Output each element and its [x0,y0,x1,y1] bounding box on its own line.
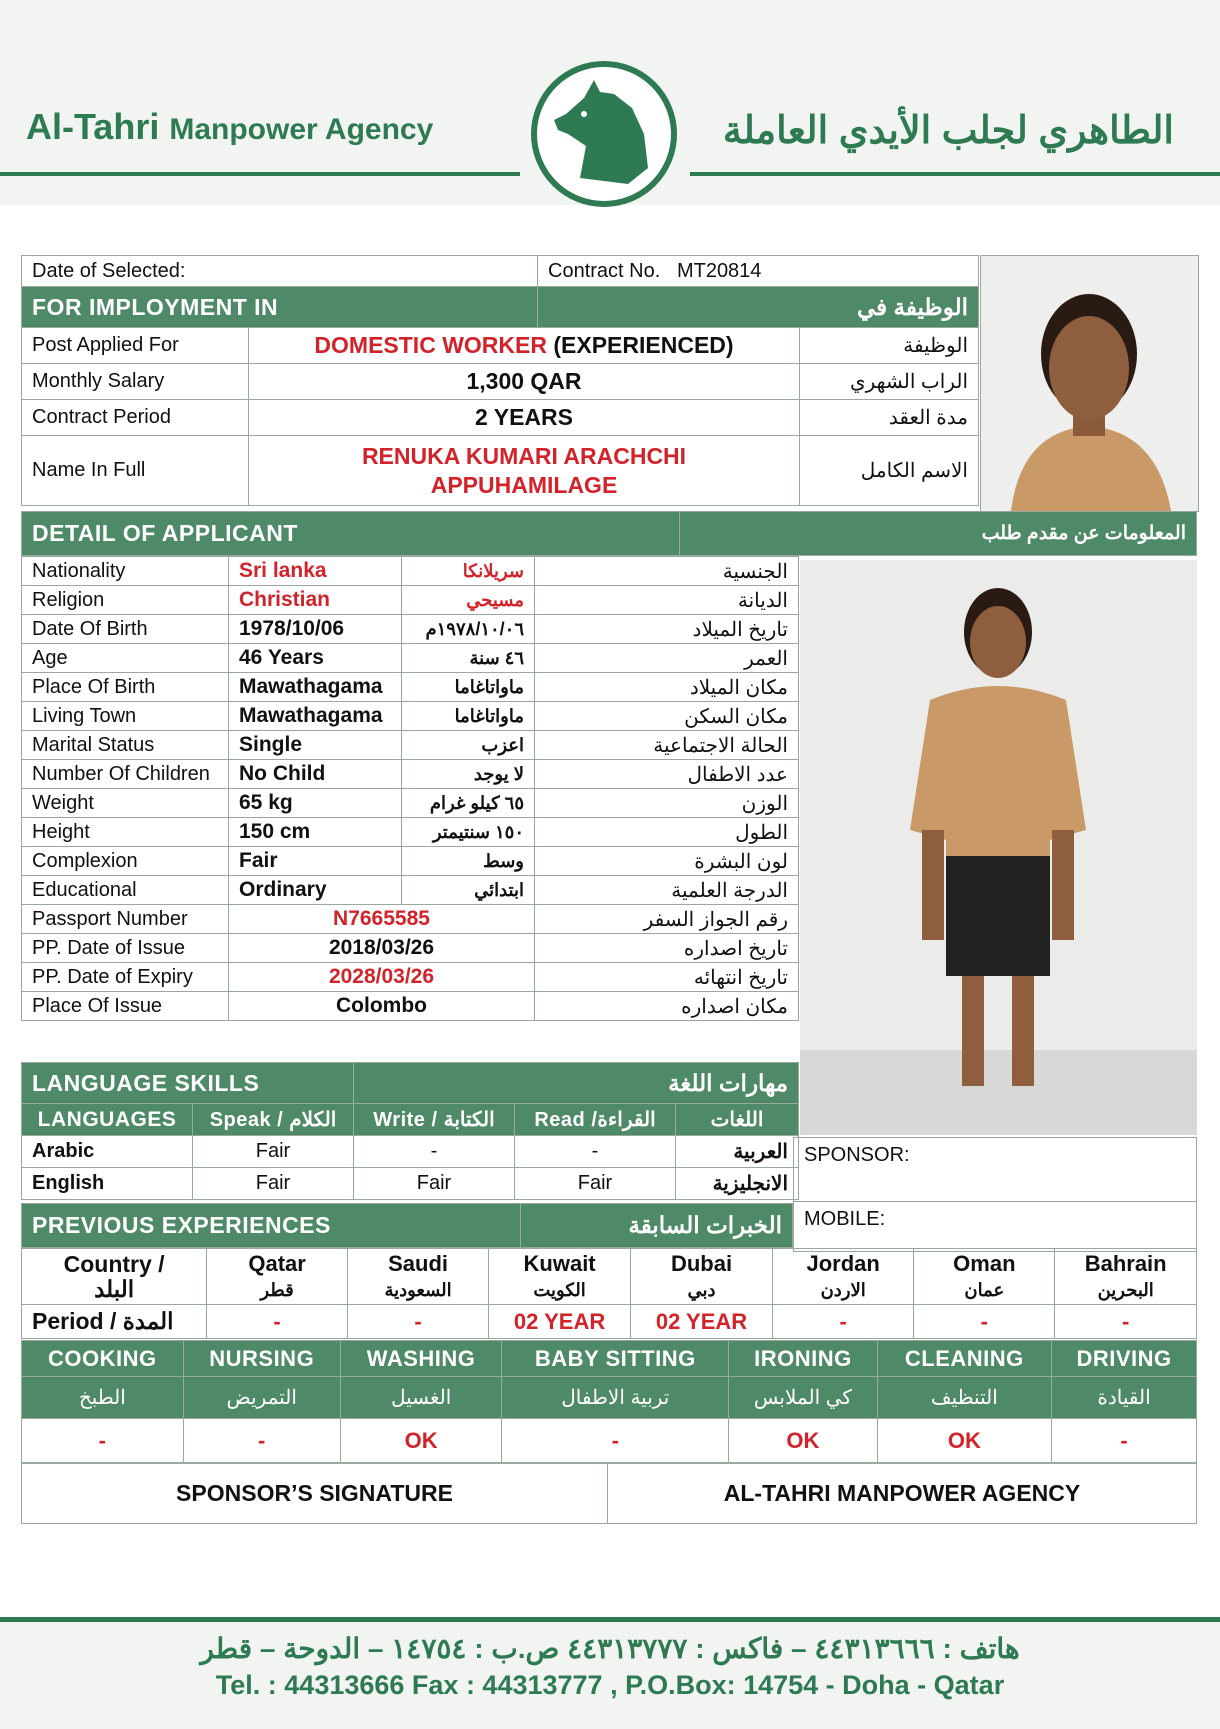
skill-value: - [502,1419,729,1463]
period-label: Period / المدة [22,1305,207,1339]
applicant-field-label-ar: الجنسية [535,557,799,586]
applicant-row [22,586,799,615]
lang-arabic-write: - [354,1136,515,1168]
applicant-row [22,615,799,644]
applicant-field-label-ar: الطول [535,818,799,847]
applicant-field-label-ar: تاريخ الميلاد [535,615,799,644]
lang-arabic-read: - [515,1136,676,1168]
skill-label-ar: الغسيل [340,1377,502,1419]
passport-field-value: Colombo [229,992,535,1021]
applicant-row [22,789,799,818]
applicant-field-label-ar: العمر [535,644,799,673]
applicant-field-label-ar: لون البشرة [535,847,799,876]
language-title-ar: مهارات اللغة [354,1063,799,1104]
country-cell: Kuwait الكويت [489,1249,631,1305]
skill-label-ar: القيادة [1052,1377,1197,1419]
applicant-field-label-ar: مكان الميلاد [535,673,799,702]
applicant-field-value: Sri lanka [229,557,402,586]
applicant-header [21,511,1197,556]
applicant-field-label: Marital Status [22,731,229,760]
applicant-field-label-ar: الوزن [535,789,799,818]
lang-english-ar: الانجليزية [676,1168,799,1200]
lang-header-ar: اللغات [676,1104,799,1136]
employment-title-en: FOR IMPLOYMENT IN [22,287,538,328]
salary-label-ar: الراب الشهري [800,364,979,400]
applicant-field-label: Complexion [22,847,229,876]
skills-table [21,1340,1197,1463]
full-name-value: RENUKA KUMARI ARACHCHI APPUHAMILAGE [249,436,800,506]
mobile-label: MOBILE: [794,1202,1197,1252]
passport-field-label-ar: مكان اصداره [535,992,799,1021]
employment-table [21,255,979,328]
applicant-field-value-ar: اعزب [402,731,535,760]
applicant-field-value-ar: ١٥٠ سنتيمتر [402,818,535,847]
country-cell: Bahrain البحرين [1055,1249,1197,1305]
country-period: - [914,1305,1055,1339]
applicant-row [22,847,799,876]
applicant-field-label: Height [22,818,229,847]
lang-header-read: Read /القراءة [515,1104,676,1136]
country-cell: Dubai دبي [631,1249,773,1305]
contract-period-label: Contract Period [22,400,249,436]
applicant-field-value: 150 cm [229,818,402,847]
passport-field-label: PP. Date of Expiry [22,963,229,992]
passport-field-label-ar: رقم الجواز السفر [535,905,799,934]
language-table [21,1062,799,1200]
applicant-field-label-ar: الدرجة العلمية [535,876,799,905]
lang-english-speak: Fair [193,1168,354,1200]
skill-label: IRONING [729,1341,877,1377]
lang-english-write: Fair [354,1168,515,1200]
sponsor-signature: SPONSOR’S SIGNATURE [22,1464,608,1524]
applicant-field-value: No Child [229,760,402,789]
applicant-field-label-ar: الديانة [535,586,799,615]
applicant-field-label: Religion [22,586,229,615]
skill-label: WASHING [340,1341,502,1377]
skill-value: - [1052,1419,1197,1463]
passport-row [22,992,799,1021]
skill-value: - [22,1419,184,1463]
applicant-field-value: 46 Years [229,644,402,673]
agency-signature: AL-TAHRI MANPOWER AGENCY [608,1464,1197,1524]
passport-field-label: Passport Number [22,905,229,934]
applicant-field-value: 1978/10/06 [229,615,402,644]
skill-label-ar: التنظيف [877,1377,1051,1419]
full-name-label-ar: الاسم الكامل [800,436,979,506]
horse-logo-icon [528,58,680,210]
skill-value: OK [340,1419,502,1463]
footer-line [0,1617,1220,1622]
country-period: - [207,1305,348,1339]
skill-label: COOKING [22,1341,184,1377]
country-cell: Saudi السعودية [347,1249,488,1305]
brand-name-en: Al-Tahri Manpower Agency [26,106,434,147]
applicant-row [22,644,799,673]
country-period: - [773,1305,914,1339]
applicant-field-label: Weight [22,789,229,818]
applicant-row [22,731,799,760]
applicant-field-value-ar: ٤٦ سنة [402,644,535,673]
contract-cell: Contract No. MT20814 [538,256,979,287]
skill-label: BABY SITTING [502,1341,729,1377]
passport-field-value: 2028/03/26 [229,963,535,992]
applicant-field-value: 65 kg [229,789,402,818]
applicant-field-label: Educational [22,876,229,905]
skill-label-ar: كي الملابس [729,1377,877,1419]
lang-header-write: Write / الكتابة [354,1104,515,1136]
applicant-field-label: Place Of Birth [22,673,229,702]
country-period: 02 YEAR [631,1305,773,1339]
applicant-field-value: Christian [229,586,402,615]
country-cell: Oman عمان [914,1249,1055,1305]
full-body-photo [800,560,1197,1135]
passport-field-label-ar: تاريخ اصداره [535,934,799,963]
skill-label: DRIVING [1052,1341,1197,1377]
header-line-right [690,172,1220,176]
post-label: Post Applied For [22,328,249,364]
applicant-field-label-ar: مكان السكن [535,702,799,731]
country-label: Country / البلد [22,1249,207,1305]
country-period: - [1055,1305,1197,1339]
applicant-field-value: Mawathagama [229,702,402,731]
sponsor-label: SPONSOR: [794,1138,1197,1202]
passport-field-value: 2018/03/26 [229,934,535,963]
country-cell: Qatar قطر [207,1249,348,1305]
passport-field-label-ar: تاريخ انتهائه [535,963,799,992]
applicant-field-value-ar: مسيحي [402,586,535,615]
applicant-field-label: Date Of Birth [22,615,229,644]
passport-field-value: N7665585 [229,905,535,934]
applicant-field-value: Ordinary [229,876,402,905]
skill-value: OK [729,1419,877,1463]
applicant-row [22,760,799,789]
full-name-label: Name In Full [22,436,249,506]
applicant-field-label: Number Of Children [22,760,229,789]
applicant-field-value-ar: ٦٥ كيلو غرام [402,789,535,818]
skill-label-ar: التمريض [183,1377,340,1419]
experience-title-en: PREVIOUS EXPERIENCES [22,1204,521,1248]
applicant-field-value: Single [229,731,402,760]
brand-name-ar: الطاهري لجلب الأيدي العاملة [722,110,1174,152]
applicant-field-value-ar: ماواتاغاما [402,702,535,731]
applicant-field-label-ar: الحالة الاجتماعية [535,731,799,760]
post-value: DOMESTIC WORKER (EXPERIENCED) [249,328,800,364]
applicant-field-label: Living Town [22,702,229,731]
salary-value: 1,300 QAR [249,364,800,400]
passport-photo [980,255,1199,512]
skill-label-ar: تربية الاطفال [502,1377,729,1419]
passport-row [22,905,799,934]
employment-title-ar: الوظيفة في [538,287,979,328]
applicant-title-ar: المعلومات عن مقدم طلب [680,512,1197,556]
applicant-field-label-ar: عدد الاطفال [535,760,799,789]
lang-header-languages: LANGUAGES [22,1104,193,1136]
skill-value: OK [877,1419,1051,1463]
applicant-row [22,876,799,905]
applicant-row [22,673,799,702]
lang-english: English [22,1168,193,1200]
applicant-details [21,556,799,1021]
experience-title-ar: الخبرات السابقة [520,1204,792,1248]
post-label-ar: الوظيفة [800,328,979,364]
applicant-field-value-ar: ماواتاغاما [402,673,535,702]
applicant-field-value: Mawathagama [229,673,402,702]
skill-label: CLEANING [877,1341,1051,1377]
applicant-field-value-ar: ١٩٧٨/١٠/٠٦م [402,615,535,644]
lang-header-speak: Speak / الكلام [193,1104,354,1136]
applicant-row [22,818,799,847]
applicant-field-value-ar: وسط [402,847,535,876]
applicant-field-value: Fair [229,847,402,876]
passport-field-label: PP. Date of Issue [22,934,229,963]
contract-period-value: 2 YEARS [249,400,800,436]
applicant-row [22,557,799,586]
footer-contact-ar: هاتف : ٤٤٣١٣٦٦٦ – فاكس : ٤٤٣١٣٧٧٧ ص.ب : ١٤٧٥٤ – الدوحة – قطر [200,1633,1020,1664]
applicant-row [22,702,799,731]
date-selected-label: Date of Selected: [22,256,538,287]
passport-field-label: Place Of Issue [22,992,229,1021]
footer-contact-en: Tel. : 44313666 Fax : 44313777 , P.O.Box: 14754 - Doha - Qatar [215,1670,1005,1700]
signature-table [21,1463,1197,1524]
experience-table [21,1248,1197,1339]
country-period: 02 YEAR [489,1305,631,1339]
header-line-left [0,172,520,176]
applicant-field-value-ar: ابتدائي [402,876,535,905]
skill-label: NURSING [183,1341,340,1377]
lang-arabic-speak: Fair [193,1136,354,1168]
passport-row [22,934,799,963]
lang-english-read: Fair [515,1168,676,1200]
lang-arabic-ar: العربية [676,1136,799,1168]
applicant-field-label: Age [22,644,229,673]
applicant-field-label: Nationality [22,557,229,586]
country-period: - [347,1305,488,1339]
applicant-title-en: DETAIL OF APPLICANT [22,512,680,556]
salary-label: Monthly Salary [22,364,249,400]
country-cell: Jordan الاردن [773,1249,914,1305]
employment-rows [21,327,979,506]
applicant-field-value-ar: سريلانكا [402,557,535,586]
skill-label-ar: الطبخ [22,1377,184,1419]
applicant-field-value-ar: لا يوجد [402,760,535,789]
lang-arabic: Arabic [22,1136,193,1168]
contract-number: MT20814 [676,259,762,282]
experience-header [21,1203,793,1248]
skill-value: - [183,1419,340,1463]
language-title-en: LANGUAGE SKILLS [22,1063,354,1104]
sponsor-box [793,1137,1197,1252]
contract-period-label-ar: مدة العقد [800,400,979,436]
passport-row [22,963,799,992]
